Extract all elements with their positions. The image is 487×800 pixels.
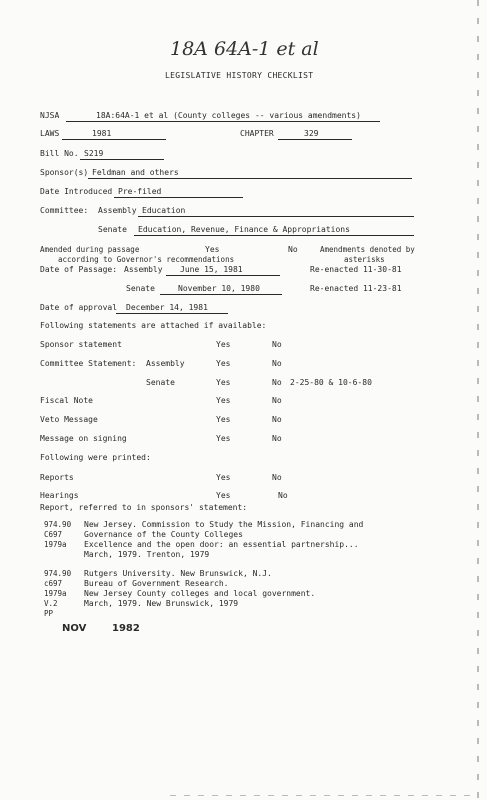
- ref-call-number: 974.90: [44, 520, 72, 529]
- njsa-value-text: 18A:64A-1 et al (County colleges -- various amendments): [96, 111, 361, 120]
- ref-line: Rutgers University. New Brunswick, N.J.: [84, 569, 272, 578]
- checklist-extra: 2-25-80 & 10-6-80: [290, 378, 372, 387]
- checklist-yes: Yes: [216, 415, 231, 424]
- sponsors-value: Feldman and others: [88, 169, 412, 179]
- bill-label: Bill No.: [40, 149, 79, 158]
- checklist-label: Message on signing: [40, 434, 127, 443]
- received-stamp-year: 1982: [112, 623, 140, 634]
- approval-value: [116, 304, 228, 314]
- ref-call-number: 974.90: [44, 569, 72, 578]
- approval-label: Date of approval: [40, 303, 118, 312]
- checklist-label: Fiscal Note: [40, 396, 93, 405]
- amended-note-2: asterisks: [344, 255, 385, 264]
- amended-label: Amended during passage: [40, 245, 140, 254]
- page-bottom-dashes: [170, 795, 470, 796]
- ref-line: Bureau of Government Research.: [84, 579, 229, 588]
- ref-call-number: 1979a: [44, 540, 67, 549]
- passage-assembly-value: [166, 266, 280, 276]
- received-stamp-month: NOV: [62, 623, 87, 634]
- printed-label: Reports: [40, 473, 74, 482]
- ref-line: March, 1979. New Brunswick, 1979: [84, 599, 239, 608]
- checklist-label: Veto Message: [40, 415, 98, 424]
- following-printed-heading: Following were printed:: [40, 453, 151, 462]
- ref-line: New Jersey. Commission to Study the Mission, Financing and: [84, 520, 364, 529]
- checklist-yes: Yes: [216, 434, 231, 443]
- committee-assembly-value: Education: [138, 207, 414, 217]
- page-edge-dashes: [477, 0, 479, 800]
- approval-value-text: December 14, 1981: [126, 303, 208, 312]
- amended-sub: according to Governor's recommendations: [58, 255, 235, 264]
- chapter-label: CHAPTER: [240, 129, 274, 138]
- committee-senate-value: Education, Revenue, Finance & Appropriations: [134, 226, 414, 236]
- passage-senate-value: [160, 285, 282, 295]
- passage-senate-value-text: November 10, 1980: [178, 284, 260, 293]
- printed-no: No: [272, 473, 282, 482]
- checklist-no: No: [272, 396, 282, 405]
- checklist-sub: Senate: [146, 378, 175, 387]
- ref-call-number: C697: [44, 530, 63, 539]
- report-heading: Report, referred to in sponsors' statement:: [40, 503, 248, 512]
- checklist-no: No: [272, 415, 282, 424]
- printed-label: Hearings: [40, 491, 79, 500]
- ref-call-number: V.2: [44, 599, 58, 608]
- printed-yes: Yes: [216, 473, 231, 482]
- checklist-no: No: [272, 359, 282, 368]
- checklist-yes: Yes: [216, 396, 231, 405]
- amended-yes: Yes: [205, 245, 220, 254]
- ref-line: March, 1979. Trenton, 1979: [84, 550, 210, 559]
- passage-assembly-value-text: June 15, 1981: [180, 265, 243, 274]
- ref-call-number: 1979a: [44, 589, 67, 598]
- bill-value: S219: [80, 150, 164, 160]
- checklist-no: No: [272, 434, 282, 443]
- chapter-value: [278, 130, 352, 140]
- passage-assembly-note: Re-enacted 11-30-81: [310, 265, 402, 274]
- ref-call-number: c697: [44, 579, 63, 588]
- checklist-yes: Yes: [216, 359, 231, 368]
- checklist-yes: Yes: [216, 340, 231, 349]
- passage-assembly-label: Assembly: [124, 265, 163, 274]
- ref-line: Excellence and the open door: an essential partnership...: [84, 540, 359, 549]
- amended-note-1: Amendments denoted by: [320, 245, 415, 254]
- document-title: LEGISLATIVE HISTORY CHECKLIST: [165, 71, 314, 80]
- checklist-yes: Yes: [216, 378, 231, 387]
- laws-value-text: 1981: [92, 129, 112, 138]
- handwritten-title: 18A 64A-1 et al: [170, 38, 319, 60]
- passage-senate-label: Senate: [126, 284, 155, 293]
- njsa-value: [66, 112, 380, 122]
- committee-assembly-label: Assembly: [98, 206, 137, 215]
- laws-value: [62, 130, 166, 140]
- njsa-label: NJSA: [40, 111, 60, 120]
- amended-no: No: [288, 245, 298, 254]
- laws-label: LAWS: [40, 129, 60, 138]
- checklist-sub: Assembly: [146, 359, 185, 368]
- ref-call-number: PP: [44, 609, 54, 618]
- chapter-value-text: 329: [304, 129, 319, 138]
- passage-label: Date of Passage:: [40, 265, 118, 274]
- committee-senate-label: Senate: [98, 225, 127, 234]
- following-attached-heading: Following statements are attached if available:: [40, 321, 267, 330]
- sponsors-label: Sponsor(s): [40, 168, 89, 177]
- date-introduced-value: Pre-filed: [114, 188, 243, 198]
- printed-yes: Yes: [216, 491, 231, 500]
- passage-senate-note: Re-enacted 11-23-81: [310, 284, 402, 293]
- printed-no: No: [278, 491, 288, 500]
- committee-label: Committee:: [40, 206, 89, 215]
- ref-line: New Jersey County colleges and local government.: [84, 589, 316, 598]
- date-introduced-label: Date Introduced: [40, 187, 113, 196]
- checklist-no: No: [272, 340, 282, 349]
- ref-line: Governance of the County Colleges: [84, 530, 243, 539]
- checklist-label: Sponsor statement: [40, 340, 122, 349]
- checklist-label: Committee Statement:: [40, 359, 137, 368]
- checklist-no: No: [272, 378, 282, 387]
